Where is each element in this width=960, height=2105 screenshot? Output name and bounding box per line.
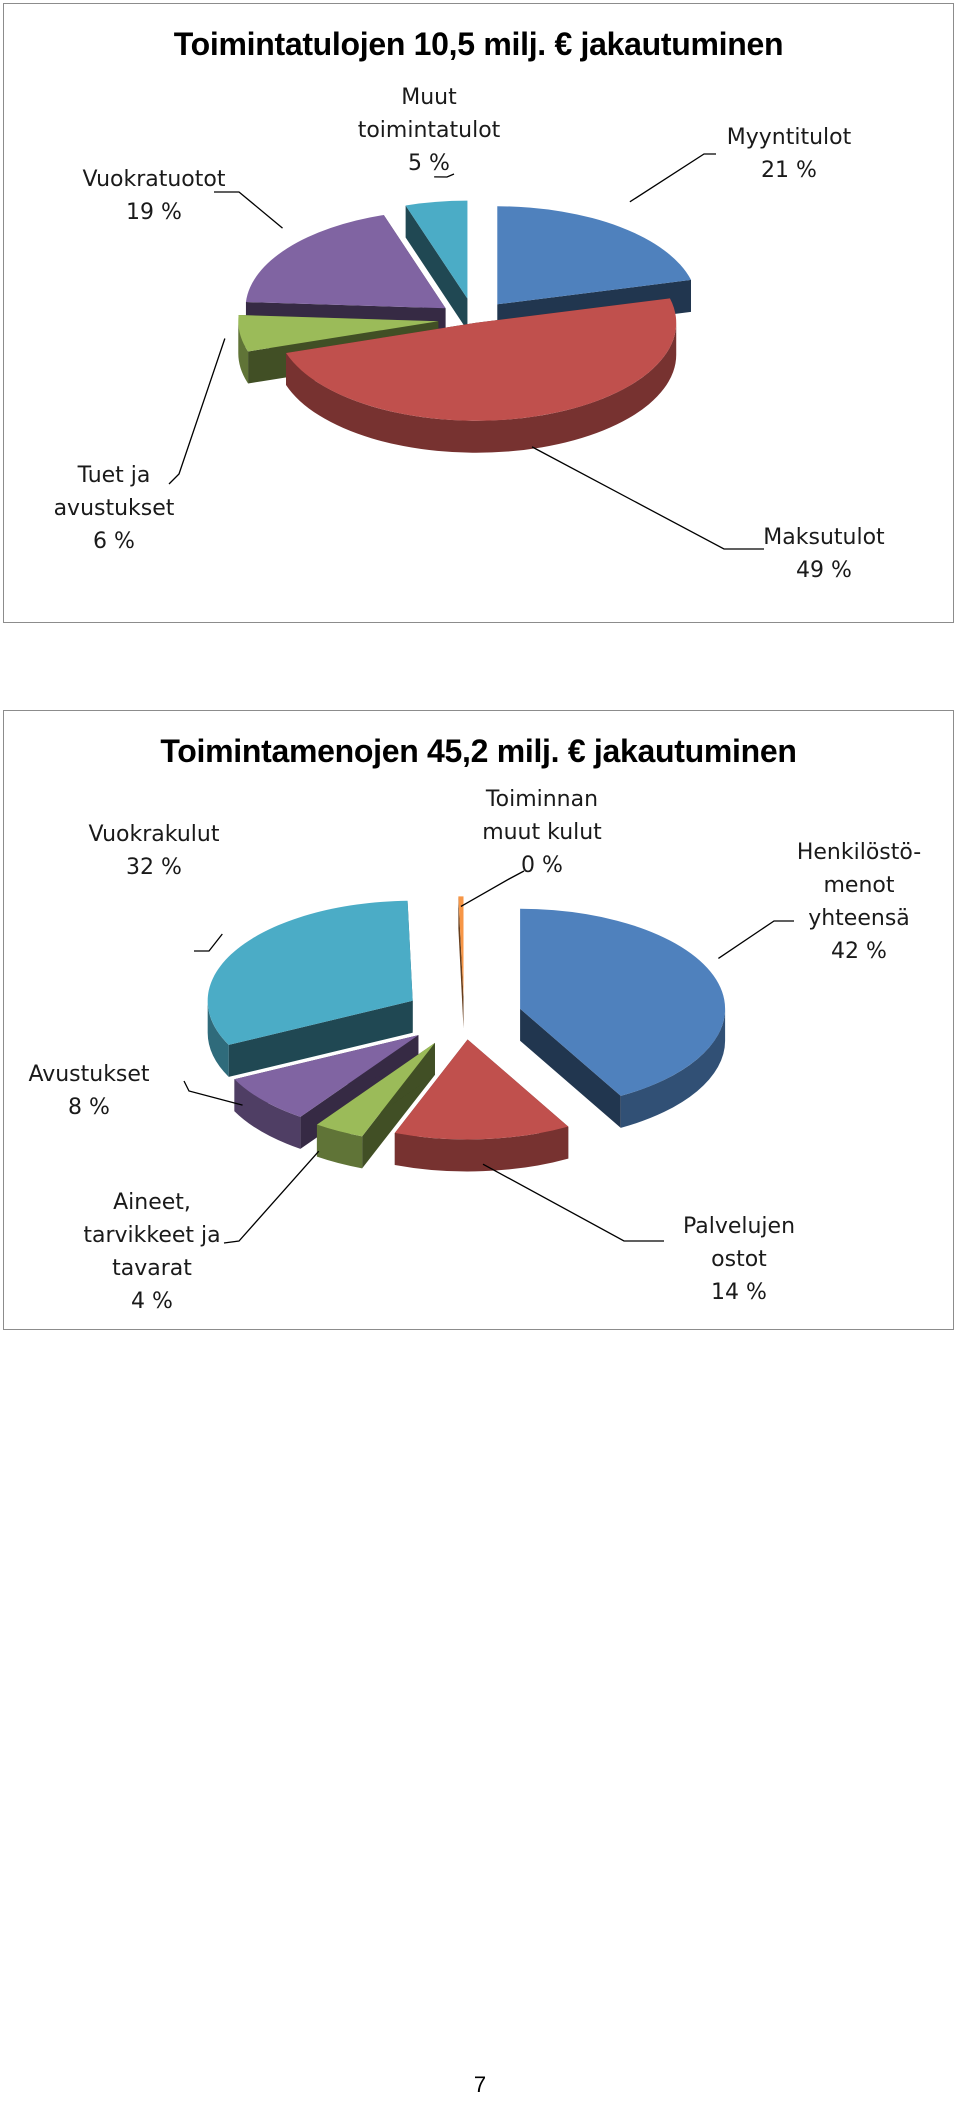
slice-name-label: Palvelujen (682, 1214, 796, 1239)
slice-name-label: avustukset (53, 496, 175, 521)
slice-label-muut-toimintatulot (358, 85, 501, 177)
slice-label-henkilosto-menot-yhteensa (718, 840, 921, 964)
slice-name-label: Toiminnan (485, 787, 599, 812)
slice-value-label: 4 % (131, 1289, 173, 1314)
slice-name-label: Maksutulot (763, 525, 885, 550)
page-number: 7 (473, 2072, 487, 2097)
leader-line (630, 154, 716, 202)
chart-title: Toimintamenojen 45,2 milj. € jakautuminen (160, 733, 797, 769)
chart-title: Toimintatulojen 10,5 milj. € jakautuminen (173, 26, 784, 62)
slice-name-label: tarvikkeet ja (83, 1223, 221, 1248)
slice-name-label: yhteensä (808, 906, 910, 931)
slice-name-label: Avustukset (28, 1062, 150, 1087)
leader-line (184, 1081, 243, 1105)
slice-value-label: 21 % (761, 158, 817, 183)
slice-name-label: Myyntitulot (726, 125, 852, 150)
slice-name-label: tavarat (112, 1256, 192, 1281)
slice-name-label: Tuet ja (77, 463, 151, 488)
slice-label-tuet-ja-avustukset (54, 338, 225, 554)
slice-label-avustukset (28, 1062, 242, 1120)
pie-slices (208, 896, 725, 1171)
slice-value-label: 0 % (521, 853, 563, 878)
slice-name-label: menot (823, 873, 895, 898)
slice-label-toiminnan-muut-kulut (461, 787, 602, 906)
leader-line (169, 338, 225, 484)
slice-label-maksutulot (532, 447, 885, 583)
leader-line (532, 447, 764, 549)
expense-pie-plot (4, 711, 955, 1331)
slice-name-label: Aineet, (113, 1190, 191, 1215)
slice-name-label: Vuokrakulut (88, 822, 220, 847)
leader-line (194, 934, 222, 951)
slice-label-myyntitulot (630, 125, 852, 202)
slice-value-label: 19 % (126, 200, 182, 225)
leader-line (214, 192, 283, 228)
slice-name-label: toimintatulot (357, 118, 501, 143)
expense-pie-chart (3, 710, 954, 1330)
slice-label-palvelujen-ostot (483, 1164, 795, 1305)
slice-label-vuokratuotot (83, 167, 283, 228)
leader-line (461, 871, 524, 906)
slice-name-label: muut kulut (482, 820, 602, 845)
leader-line (224, 1151, 319, 1243)
slice-name-label: Muut (401, 85, 457, 110)
slice-value-label: 6 % (93, 529, 135, 554)
leader-line (483, 1164, 664, 1241)
slice-label-vuokrakulut (89, 822, 223, 951)
slice-label-aineet-tarvikkeet-ja-tavarat (83, 1151, 318, 1314)
slice-name-label: Vuokratuotot (82, 167, 226, 192)
slice-value-label: 49 % (796, 558, 852, 583)
slice-value-label: 14 % (711, 1280, 767, 1305)
income-pie-chart (3, 3, 954, 623)
pie-slice-henkilosto-menot-yhteensa (520, 909, 725, 1128)
slice-value-label: 8 % (68, 1095, 110, 1120)
pie-slice-toiminnan-muut-kulut (458, 896, 463, 1028)
slice-value-label: 42 % (831, 939, 887, 964)
slice-name-label: ostot (711, 1247, 767, 1272)
pie-slices (238, 201, 691, 453)
slice-name-label: Henkilöstö- (796, 840, 922, 865)
slice-value-label: 5 % (408, 151, 450, 176)
income-pie-plot (4, 4, 955, 624)
slice-value-label: 32 % (126, 855, 182, 880)
leader-line (718, 921, 794, 958)
